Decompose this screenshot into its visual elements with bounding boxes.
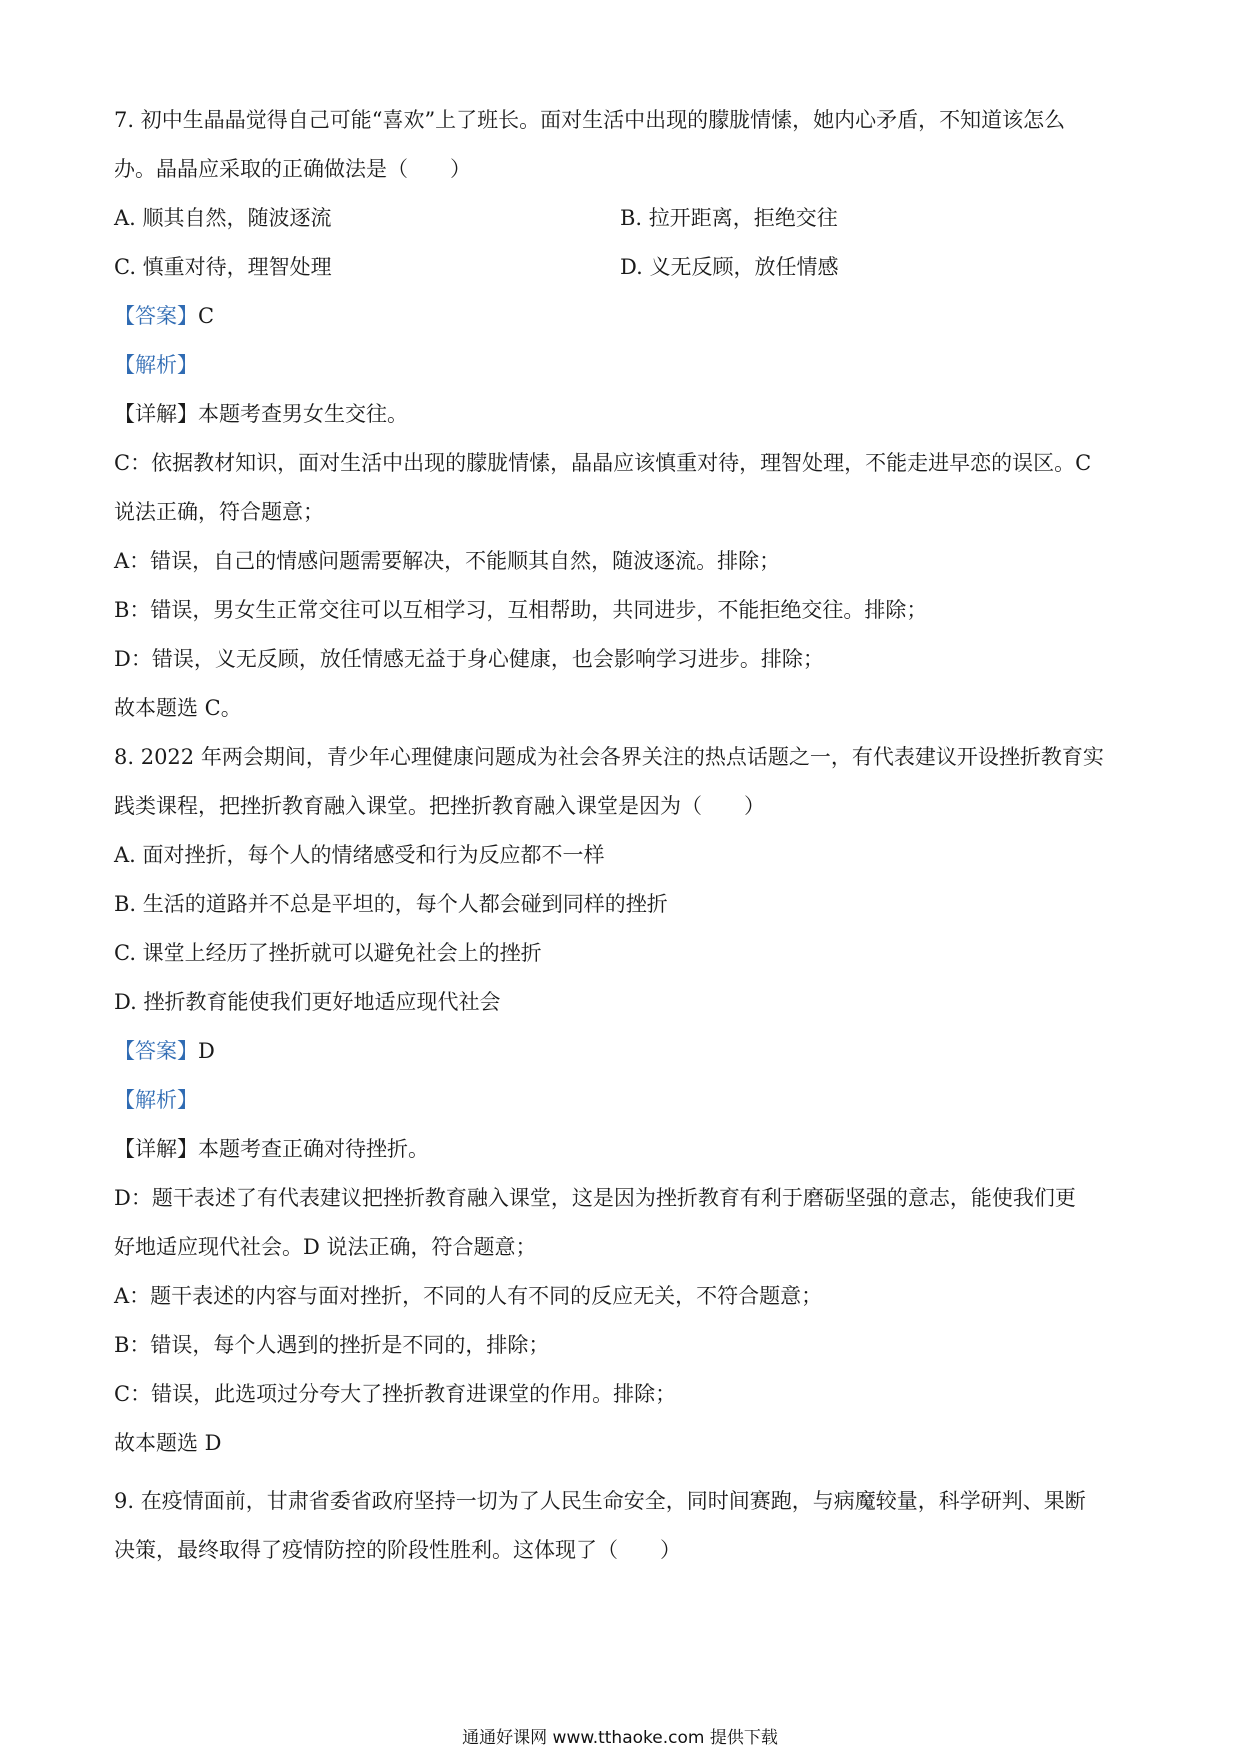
q7-expl-line: D：错误，义无反顾，放任情感无益于身心健康，也会影响学习进步。排除； xyxy=(114,647,824,671)
q8-option-b: B. 生活的道路并不总是平坦的，每个人都会碰到同样的挫折 xyxy=(114,892,668,916)
q7-options-row-1 xyxy=(114,194,1136,243)
q8-analysis xyxy=(114,1076,1136,1125)
q8-expl-line: A：题干表述的内容与面对挫折，不同的人有不同的反应无关，不符合题意； xyxy=(114,1284,823,1308)
q7-option-c: C. 慎重对待，理智处理 xyxy=(114,255,332,279)
q8-detail: 【详解】本题考查正确对待挫折。 xyxy=(114,1137,429,1161)
q7-detail: 【详解】本题考查男女生交往。 xyxy=(114,402,408,426)
q9-stem-line-2: 决策，最终取得了疫情防控的阶段性胜利。这体现了（ ） xyxy=(114,1538,681,1562)
q8-answer-value: D xyxy=(198,1039,215,1063)
q7-expl-line: B：错误，男女生正常交往可以互相学习，互相帮助，共同进步，不能拒绝交往。排除； xyxy=(114,598,928,622)
page-footer: 通通好课网 www.tthaoke.com 提供下载 xyxy=(462,1728,778,1748)
q7-expl-line: A：错误，自己的情感问题需要解决，不能顺其自然，随波逐流。排除； xyxy=(114,549,781,573)
q7-conclusion: 故本题选 C。 xyxy=(114,696,242,720)
q7-stem-line-2: 办。晶晶应采取的正确做法是（ ） xyxy=(114,157,471,181)
document-body xyxy=(114,96,1136,1575)
q8-option-c: C. 课堂上经历了挫折就可以避免社会上的挫折 xyxy=(114,941,542,965)
q7-stem-line-1: 7. 初中生晶晶觉得自己可能“喜欢”上了班长。面对生活中出现的朦胧情愫，她内心矛盾，不知道该怎么 xyxy=(114,108,1066,132)
q7-option-b: B. 拉开距离，拒绝交往 xyxy=(620,206,838,230)
q8-option-a: A. 面对挫折，每个人的情绪感受和行为反应都不一样 xyxy=(114,843,605,867)
q7-analysis-tag: 【解析】 xyxy=(114,353,198,377)
q7-analysis xyxy=(114,341,1136,390)
q7-option-a: A. 顺其自然，随波逐流 xyxy=(114,206,332,230)
q8-stem-line-2: 践类课程，把挫折教育融入课堂。把挫折教育融入课堂是因为（ ） xyxy=(114,794,765,818)
q7-expl-line: 说法正确，符合题意； xyxy=(114,500,324,524)
q7-answer-tag: 【答案】 xyxy=(114,304,198,328)
q8-expl-line: C：错误，此选项过分夸大了挫折教育进课堂的作用。排除； xyxy=(114,1382,677,1406)
q8-conclusion: 故本题选 D xyxy=(114,1431,222,1455)
section-spacer xyxy=(114,1468,1136,1477)
q7-answer xyxy=(114,292,1136,341)
q9-stem-line-1: 9. 在疫情面前，甘肃省委省政府坚持一切为了人民生命安全，同时间赛跑，与病魔较量，科学研判、果断 xyxy=(114,1489,1086,1513)
q8-stem-line-1: 8. 2022 年两会期间，青少年心理健康问题成为社会各界关注的热点话题之一，有代表建议开设挫折教育实 xyxy=(114,745,1104,769)
q8-expl-line: D：题干表述了有代表建议把挫折教育融入课堂，这是因为挫折教育有利于磨砺坚强的意志，能使我们更 xyxy=(114,1186,1076,1210)
q8-answer xyxy=(114,1027,1136,1076)
q7-options-row-2 xyxy=(114,243,1136,292)
q7-option-d: D. 义无反顾，放任情感 xyxy=(620,255,839,279)
q8-expl-line: B：错误，每个人遇到的挫折是不同的，排除； xyxy=(114,1333,550,1357)
q7-expl-line: C：依据教材知识，面对生活中出现的朦胧情愫，晶晶应该慎重对待，理智处理，不能走进早恋的误区。C xyxy=(114,451,1092,475)
q8-option-d: D. 挫折教育能使我们更好地适应现代社会 xyxy=(114,990,501,1014)
q7-answer-value: C xyxy=(198,304,215,328)
q8-answer-tag: 【答案】 xyxy=(114,1039,198,1063)
q8-analysis-tag: 【解析】 xyxy=(114,1088,198,1112)
q8-expl-line: 好地适应现代社会。D 说法正确，符合题意； xyxy=(114,1235,537,1259)
